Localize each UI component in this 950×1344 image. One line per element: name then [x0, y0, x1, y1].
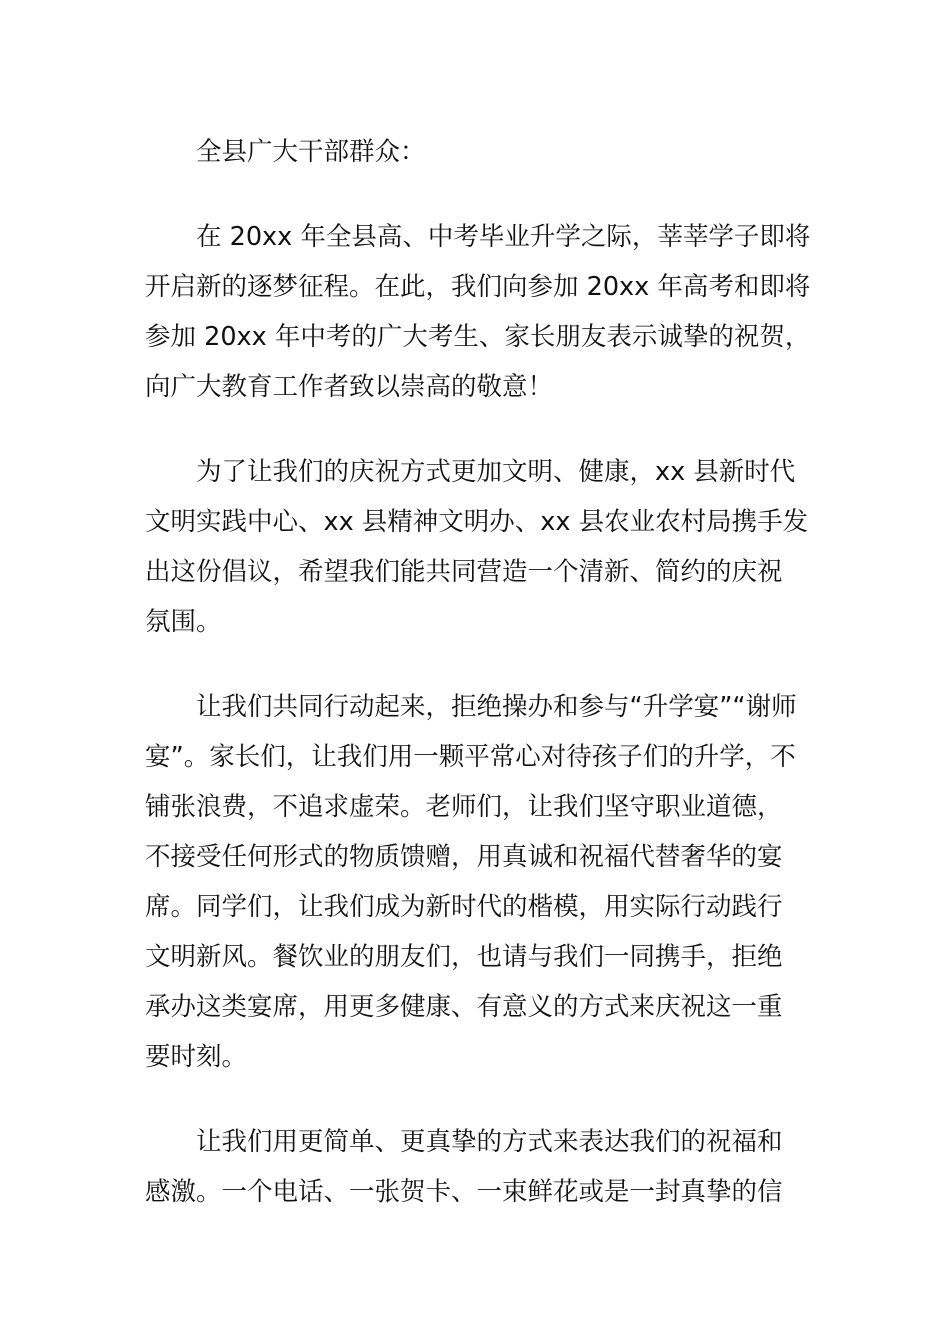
salutation: 全县广大干部群众： — [196, 137, 426, 167]
paragraph-line: 不接受任何形式的物质馈赠，用真诚和祝福代替奢华的宴 — [145, 842, 783, 872]
paragraph-line: 在 20xx 年全县高、中考毕业升学之际，莘莘学子即将 — [196, 222, 811, 252]
paragraph-line: 文明新风。餐饮业的朋友们，也请与我们一同携手，拒绝 — [145, 942, 783, 972]
paragraph-line: 席。同学们，让我们成为新时代的楷模，用实际行动践行 — [145, 892, 783, 922]
paragraph-line: 向广大教育工作者致以崇高的敬意！ — [145, 372, 554, 402]
paragraph-line: 要时刻。 — [145, 1042, 248, 1072]
paragraph-line: 为了让我们的庆祝方式更加文明、健康，xx 县新时代 — [196, 457, 796, 487]
paragraph-line: 出这份倡议，希望我们能共同营造一个清新、简约的庆祝 — [145, 557, 783, 587]
paragraph-line: 让我们共同行动起来，拒绝操办和参与“升学宴”“谢师 — [196, 692, 797, 722]
paragraph-line: 感激。一个电话、一张贺卡、一束鲜花或是一封真挚的信 — [145, 1177, 783, 1207]
paragraph-line: 让我们用更简单、更真挚的方式来表达我们的祝福和 — [196, 1127, 783, 1157]
paragraph-line: 参加 20xx 年中考的广大考生、家长朋友表示诚挚的祝贺， — [145, 322, 811, 352]
paragraph-line: 氛围。 — [145, 607, 222, 637]
paragraph-line: 宴”。家长们，让我们用一颗平常心对待孩子们的升学，不 — [145, 742, 796, 772]
paragraph-line: 文明实践中心、xx 县精神文明办、xx 县农业农村局携手发 — [145, 507, 809, 537]
paragraph-line: 铺张浪费，不追求虚荣。老师们，让我们坚守职业道德， — [145, 792, 783, 822]
paragraph-line: 承办这类宴席，用更多健康、有意义的方式来庆祝这一重 — [145, 992, 783, 1022]
paragraph-line: 开启新的逐梦征程。在此，我们向参加 20xx 年高考和即将 — [145, 272, 811, 302]
